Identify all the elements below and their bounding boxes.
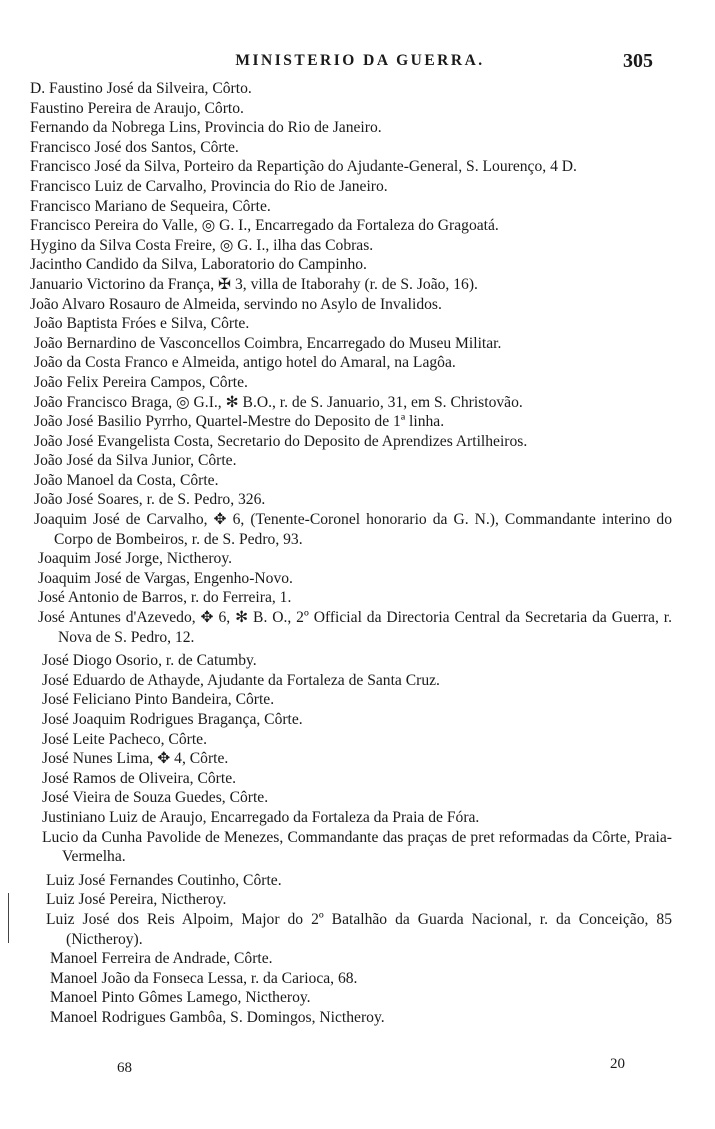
entry-list <box>30 79 672 1028</box>
list-item: Manoel Pinto Gômes Lamego, Nictheroy. <box>50 989 311 1007</box>
list-item: José Feliciano Pinto Bandeira, Côrte. <box>42 691 275 709</box>
list-item: José Vieira de Souza Guedes, Côrte. <box>42 789 269 807</box>
list-item: João da Costa Franco e Almeida, antigo hotel do Amaral, na Lagôa. <box>34 354 456 372</box>
list-item: José Ramos de Oliveira, Côrte. <box>42 769 237 787</box>
list-item: Luiz José Pereira, Nictheroy. <box>46 891 227 909</box>
list-item: José Nunes Lima, ✥ 4, Côrte. <box>42 750 229 768</box>
list-item: D. Faustino José da Silveira, Côrto. <box>30 80 252 97</box>
list-item: Faustino Pereira de Araujo, Côrto. <box>30 99 244 117</box>
list-item: Hygino da Silva Costa Freire, ◎ G. I., ilha das Cobras. <box>30 236 374 254</box>
running-head: MINISTERIO DA GUERRA. <box>235 52 485 69</box>
list-item: João José da Silva Junior, Côrte. <box>34 452 237 470</box>
list-item: Lucio da Cunha Pavolide de Menezes, Commandante das praças de pret reformadas da Côrte, Praia-Vermelha. <box>42 828 672 866</box>
list-item: Francisco Mariano de Sequeira, Côrte. <box>30 197 271 215</box>
list-item: Joaquim José de Carvalho, ✥ 6, (Tenente-Coronel honorario da G. N.), Commandante interino do Corpo de Bombeiros, r. de S. Pedro, 93. <box>34 511 672 548</box>
list-item: José Joaquim Rodrigues Bragança, Côrte. <box>42 711 303 728</box>
list-item: Francisco Pereira do Valle, ◎ G. I., Encarregado da Fortaleza do Gragoatá. <box>30 217 499 235</box>
list-item: João Baptista Fróes e Silva, Côrte. <box>34 315 250 333</box>
list-item: Januario Victorino da França, ✠ 3, villa de Itaborahy (r. de S. João, 16). <box>30 275 478 293</box>
list-item: Luiz José Fernandes Coutinho, Côrte. <box>46 871 282 889</box>
list-item: João José Soares, r. de S. Pedro, 326. <box>34 491 266 509</box>
list-item: José Diogo Osorio, r. de Catumby. <box>42 652 257 670</box>
list-item: Joaquim José Jorge, Nictheroy. <box>38 550 233 568</box>
list-item: José Antunes d'Azevedo, ✥ 6, ✻ B. O., 2º Official da Directoria Central da Secretaria da Guerra, r. Nova de S. Pedro, 12. <box>38 609 672 646</box>
list-item: Manoel João da Fonseca Lessa, r. da Carioca, 68. <box>50 969 358 987</box>
page-header <box>0 50 715 74</box>
list-item: José Antonio de Barros, r. do Ferreira, 1. <box>38 589 292 607</box>
list-item: Francisco José dos Santos, Côrte. <box>30 138 239 156</box>
list-item: João Manoel da Costa, Côrte. <box>34 471 219 489</box>
list-item: Manoel Rodrigues Gambôa, S. Domingos, Nictheroy. <box>50 1008 385 1026</box>
list-item: Francisco Luiz de Carvalho, Provincia do Rio de Janeiro. <box>30 177 388 195</box>
list-item: João José Evangelista Costa, Secretario do Deposito de Aprendizes Artilheiros. <box>34 432 528 450</box>
list-item: José Leite Pacheco, Côrte. <box>42 730 207 748</box>
margin-mark <box>8 893 9 943</box>
list-item: Justiniano Luiz de Araujo, Encarregado da Fortaleza da Praia de Fóra. <box>42 808 480 826</box>
signature-mark: 68 <box>117 1060 132 1076</box>
list-item: Manoel Ferreira de Andrade, Côrte. <box>50 950 273 968</box>
list-item: João José Basilio Pyrrho, Quartel-Mestre do Deposito de 1ª linha. <box>34 413 445 431</box>
list-item: Joaquim José de Vargas, Engenho-Novo. <box>38 569 293 587</box>
list-item: Francisco José da Silva, Porteiro da Repartição do Ajudante-General, S. Lourenço, 4 D. <box>30 158 577 176</box>
signature-number: 20 <box>610 1056 625 1072</box>
page-footer <box>0 1056 715 1082</box>
list-item: Luiz José dos Reis Alpoim, Major do 2º Batalhão da Guarda Nacional, r. da Conceição, 85 (Nictheroy). <box>46 910 672 948</box>
list-item: João Bernardino de Vasconcellos Coimbra, Encarregado do Museu Militar. <box>34 334 502 352</box>
list-item: João Felix Pereira Campos, Côrte. <box>34 373 248 391</box>
list-item: Fernando da Nobrega Lins, Provincia do Rio de Janeiro. <box>30 119 382 137</box>
page-number: 305 <box>623 50 653 72</box>
list-item: Jacintho Candido da Silva, Laboratorio do Campinho. <box>30 256 367 274</box>
list-item: João Francisco Braga, ◎ G.I., ✻ B.O., r. de S. Januario, 31, em S. Christovão. <box>34 393 523 411</box>
list-item: João Alvaro Rosauro de Almeida, servindo no Asylo de Invalidos. <box>30 295 442 313</box>
list-item: José Eduardo de Athayde, Ajudante da Fortaleza de Santa Cruz. <box>42 671 440 689</box>
